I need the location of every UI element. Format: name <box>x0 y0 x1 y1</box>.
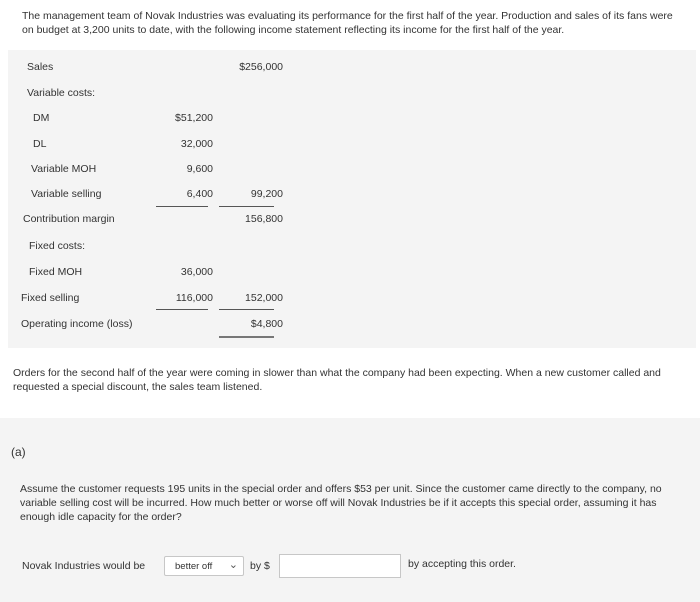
row-label-fixed-selling: Fixed selling <box>21 292 80 304</box>
row-label-contribution-margin: Contribution margin <box>23 213 115 225</box>
chevron-down-icon: ⌄ <box>228 559 238 571</box>
row-col2-variable-selling: 99,200 <box>250 188 283 200</box>
answer-row <box>22 554 692 578</box>
select-value: better off <box>175 561 213 572</box>
intro-text: The management team of Novak Industries was evaluating its performance for the first half of the year. Production and sales of its fans were on budget at 3,200 units to date, with the following income statement reflecting its income for the first half of the year. <box>22 10 673 36</box>
row-col2-sales: $256,000 <box>239 61 283 73</box>
better-worse-select[interactable] <box>164 556 244 576</box>
row-col2-fixed-selling: 152,000 <box>245 292 283 304</box>
underline-variable-costs-col2 <box>219 206 274 207</box>
row-label-sales: Sales <box>27 61 54 73</box>
row-col1-fixed-selling: 116,000 <box>175 292 213 304</box>
row-label-dl: DL <box>33 138 47 150</box>
row-label-dm: DM <box>33 112 50 124</box>
part-a-question: Assume the customer requests 195 units in the special order and offers $53 per unit. Since the customer came directly to the company, no variable selling cost will be incurred. How much better or worse off will Novak Industries be if it accepts this special order, assuming it has enough idle capacity for the order? <box>20 483 662 523</box>
answer-prefix: Novak Industries would be <box>22 560 146 572</box>
row-label-fixed-costs: Fixed costs: <box>29 240 86 252</box>
row-label-variable-moh: Variable MOH <box>31 163 97 175</box>
row-label-fixed-moh: Fixed MOH <box>29 266 83 278</box>
row-col1-fixed-moh: 36,000 <box>180 266 213 278</box>
row-label-variable-costs: Variable costs: <box>27 87 96 99</box>
row-label-variable-selling: Variable selling <box>31 188 102 200</box>
income-statement <box>8 50 696 348</box>
row-col1-dm: $51,200 <box>175 112 213 124</box>
row-col1-variable-moh: 9,600 <box>186 163 213 175</box>
row-col2-contribution-margin: 156,800 <box>245 213 283 225</box>
row-col1-dl: 32,000 <box>180 138 213 150</box>
by-dollar-label: by $ <box>250 560 270 572</box>
row-col1-variable-selling: 6,400 <box>186 188 213 200</box>
part-a-label: (a) <box>11 445 26 459</box>
row-col2-operating-income: $4,800 <box>250 318 283 330</box>
double-underline-operating-income <box>219 336 274 338</box>
row-label-operating-income: Operating income (loss) <box>21 318 133 330</box>
answer-suffix: by accepting this order. <box>408 558 516 570</box>
underline-variable-costs-col1 <box>156 206 208 207</box>
orders-text: Orders for the second half of the year were coming in slower than what the company had been expecting. When a new customer called and requested a special discount, the sales team listened. <box>13 367 661 393</box>
amount-input[interactable] <box>279 554 401 578</box>
underline-fixed-costs-col1 <box>156 309 208 310</box>
underline-fixed-costs-col2 <box>219 309 274 310</box>
